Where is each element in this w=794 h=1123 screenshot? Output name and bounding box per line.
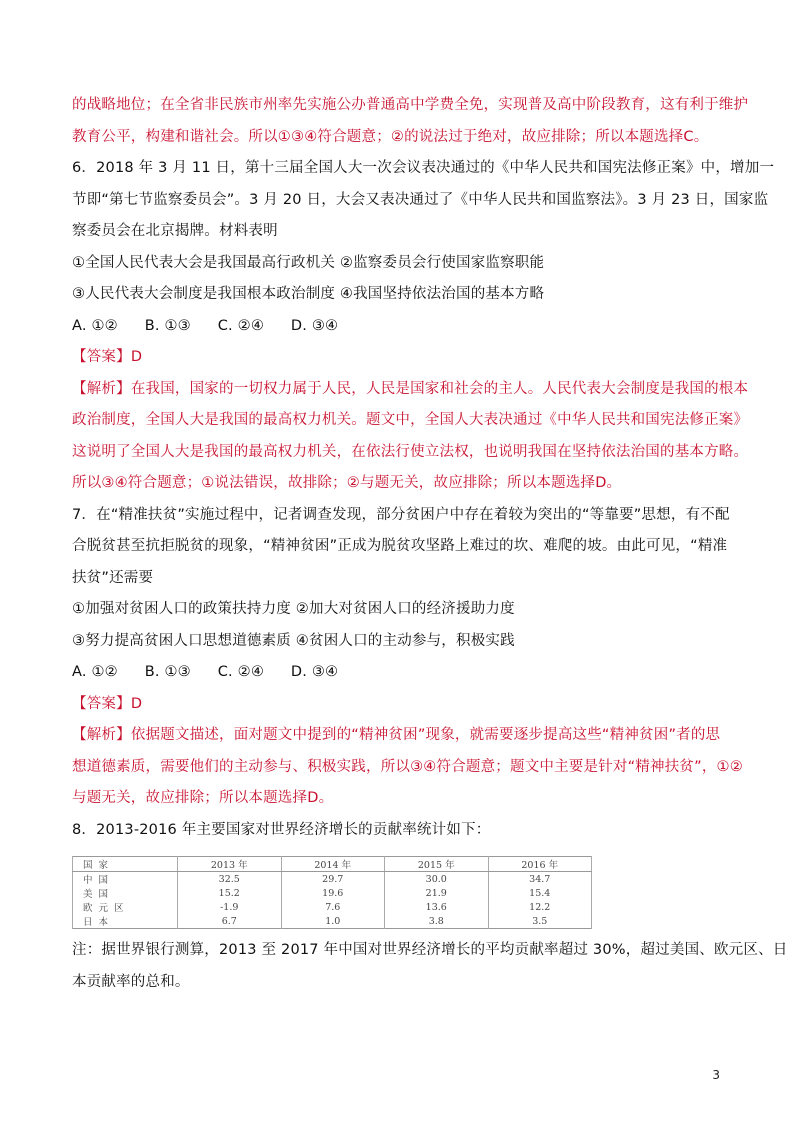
q7-option-d: D. ③④ bbox=[290, 664, 339, 680]
q6-analysis-line-3: 这说明了全国人大是我国的最高权力机关，在依法行使立法权，也说明我国在坚持依法治国的基本方略。 bbox=[72, 443, 749, 460]
q7-analysis-line-2: 想道德素质，需要他们的主动参与、积极实践，所以③④符合题意；题文中主要是针对“精神扶贫”，①② bbox=[72, 758, 743, 775]
table-cell: 3.5 bbox=[488, 914, 592, 929]
q7-analysis-line-3: 与题无关，故应排除；所以本题选择D。 bbox=[72, 790, 334, 806]
page-number: 3 bbox=[712, 1068, 720, 1082]
q6-analysis-line-1 bbox=[72, 374, 749, 406]
q7-option-a: A. ①② bbox=[72, 664, 118, 680]
table-row bbox=[73, 900, 592, 914]
q7-stem-line-3: 扶贫”还需要 bbox=[72, 569, 154, 586]
table-cell: 中国 bbox=[73, 872, 178, 887]
table-cell: 32.5 bbox=[178, 872, 282, 887]
q6-option-a: A. ①② bbox=[72, 317, 118, 334]
q6-answer bbox=[72, 342, 722, 374]
q7-analysis-line-1 bbox=[72, 720, 722, 752]
q7-analysis-text-1: 依据题文描述，面对题文中提到的“精神贫困”现象，就需要逐步提高这些“精神贫困”者的思 bbox=[130, 727, 721, 743]
q7-option-c: C. ②④ bbox=[217, 664, 265, 680]
q6-option-c: C. ②④ bbox=[217, 317, 265, 334]
q7-stem-line-2: 合脱贫甚至抗拒脱贫的现象，“精神贫困”正成为脱贫攻坚路上难过的坎、难爬的坡。由此可见，“精准 bbox=[72, 538, 728, 554]
q8-note-line-2: 本贡献率的总和。 bbox=[72, 973, 190, 990]
q6-stem-line-3: 察委员会在北京揭牌。材料表明 bbox=[72, 223, 278, 239]
table-cell: 21.9 bbox=[385, 886, 489, 900]
q7-answer-tag: 【答案】 bbox=[72, 695, 131, 712]
table-header-cell: 2015 年 bbox=[385, 857, 489, 872]
table-cell: 7.6 bbox=[281, 900, 385, 914]
table-row bbox=[73, 872, 592, 887]
q7-options bbox=[72, 657, 722, 689]
table-cell: 15.2 bbox=[178, 886, 282, 900]
q6-analysis-tag: 【解析】 bbox=[72, 380, 131, 397]
q7-answer bbox=[72, 689, 722, 721]
q8-note-line-1: 注：据世界银行测算，2013 至 2017 年中国对世界经济增长的平均贡献率超过 30%，超过美国、欧元区、日 bbox=[72, 942, 788, 958]
q6-analysis-line-2: 政治制度，全国人大是我国的最高权力机关。题文中，全国人大表决通过《中华人民共和国宪法修正案》 bbox=[72, 412, 749, 428]
table-cell: 34.7 bbox=[488, 872, 592, 887]
table-cell: 3.8 bbox=[385, 914, 489, 929]
q7-analysis-tag: 【解析】 bbox=[72, 727, 131, 743]
contribution-table-wrapper bbox=[72, 856, 722, 929]
q7-item-line-2: ③努力提高贫困人口思想道德素质 ④贫困人口的主动参与，积极实践 bbox=[72, 632, 515, 649]
table-row bbox=[73, 886, 592, 900]
table-cell: 13.6 bbox=[385, 900, 489, 914]
table-cell: 30.0 bbox=[385, 872, 489, 887]
table-cell: 15.4 bbox=[488, 886, 592, 900]
q7-stem-line-1: 7．在“精准扶贫”实施过程中，记者调查发现，部分贫困户中存在着较为突出的“等靠要”思想，有不配 bbox=[72, 506, 730, 523]
table-cell: 1.0 bbox=[281, 914, 385, 929]
q6-answer-value: D bbox=[130, 349, 143, 365]
q7-item-line-1: ①加强对贫困人口的政策扶持力度 ②加大对贫困人口的经济援助力度 bbox=[72, 601, 515, 617]
analysis-continuation-line-1: 的战略地位；在全省非民族市州率先实施公办普通高中学费全免，实现普及高中阶段教育，这有利于维护 bbox=[72, 97, 749, 113]
q6-option-d: D. ③④ bbox=[290, 317, 339, 334]
table-header-cell: 2014 年 bbox=[281, 857, 385, 872]
q7-answer-value: D bbox=[130, 695, 143, 712]
table-header-cell: 2016 年 bbox=[488, 857, 592, 872]
table-header-row bbox=[73, 857, 592, 872]
q8-stem: 8．2013-2016 年主要国家对世界经济增长的贡献率统计如下： bbox=[72, 821, 491, 838]
table-cell: 美国 bbox=[73, 886, 178, 900]
table-cell: 欧元区 bbox=[73, 900, 178, 914]
table-cell: 日本 bbox=[73, 914, 178, 929]
document-page bbox=[72, 90, 788, 998]
q6-stem-line-2: 节即“第七节监察委员会”。3 月 20 日，大会又表决通过了《中华人民共和国监察法》。3 月 23 日，国家监 bbox=[72, 191, 769, 208]
table-cell: -1.9 bbox=[178, 900, 282, 914]
table-cell: 12.2 bbox=[488, 900, 592, 914]
q6-analysis-text-1: 在我国，国家的一切权力属于人民，人民是国家和社会的主人。人民代表大会制度是我国的根本 bbox=[130, 380, 749, 397]
q6-analysis-line-4: 所以③④符合题意；①说法错误，故排除；②与题无关，故应排除；所以本题选择D。 bbox=[72, 475, 622, 491]
contribution-table bbox=[72, 856, 592, 929]
table-cell: 19.6 bbox=[281, 886, 385, 900]
q6-answer-tag: 【答案】 bbox=[72, 349, 131, 365]
q6-item-line-2: ③人民代表大会制度是我国根本政治制度 ④我国坚持依法治国的基本方略 bbox=[72, 286, 545, 302]
table-cell: 6.7 bbox=[178, 914, 282, 929]
table-cell: 29.7 bbox=[281, 872, 385, 887]
q6-options bbox=[72, 311, 722, 343]
table-header-cell: 国家 bbox=[73, 857, 178, 872]
q6-stem-line-1: 6．2018 年 3 月 11 日，第十三届全国人大一次会议表决通过的《中华人民共和国宪法修正案》中，增加一 bbox=[72, 160, 775, 176]
q6-item-line-1: ①全国人民代表大会是我国最高行政机关 ②监察委员会行使国家监察职能 bbox=[72, 254, 545, 271]
table-row bbox=[73, 914, 592, 929]
q6-option-b: B. ①③ bbox=[144, 317, 191, 334]
analysis-continuation-line-2: 教育公平，构建和谐社会。所以①③④符合题意；②的说法过于绝对，故应排除；所以本题选择C。 bbox=[72, 128, 709, 145]
q7-option-b: B. ①③ bbox=[144, 664, 191, 680]
table-header-cell: 2013 年 bbox=[178, 857, 282, 872]
